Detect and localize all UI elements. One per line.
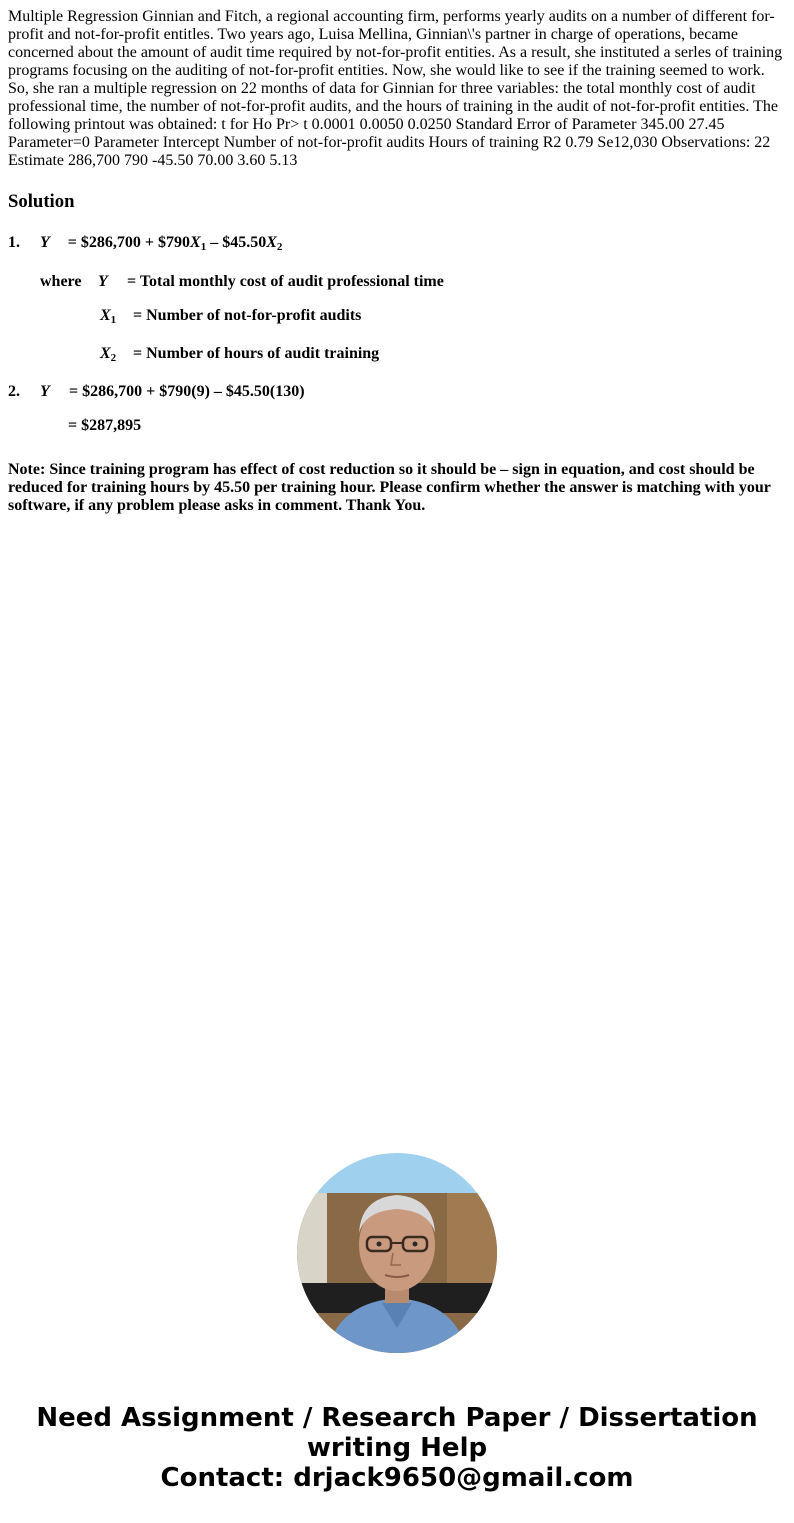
where-x2-var: X: [100, 345, 111, 362]
where-x1-sub: 1: [110, 314, 117, 326]
promo-line-2: writing Help: [306, 1433, 488, 1463]
step1-formula: [40, 234, 282, 252]
where-x1-var: X: [100, 307, 111, 324]
step2-result-value: = $287,895: [68, 417, 142, 434]
where-x1-definition: = Number of not-for-profit audits: [133, 307, 362, 324]
step1-x1-var: X: [190, 234, 201, 251]
author-portrait-icon: [297, 1153, 497, 1353]
step2-formula: = $286,700 + $790(9) – $45.50(130): [69, 383, 305, 400]
where-x2-definition: = Number of hours of audit training: [133, 345, 380, 362]
promo-contact: Contact: drjack9650@gmail.com: [160, 1463, 634, 1493]
where-y-var: Y: [98, 273, 108, 290]
question-text: Multiple Regression Ginnian and Fitch, a regional accounting firm, performs yearly audits on a number of different for-profit and not-for-profit entitles. Two years ago, Luisa Mellina, Ginnian\'s partner in charge of operations, became concerned about the amount of audit time required by not-for-profit entities. As a result, she instituted a serles of training programs focusing on the auditing of not-for-profit entities. Now, she would like to see if the training seemed to work. So, she ran a multiple regression on 22 months of data for Ginnian for three variables: the total monthly cost of audit professional time, the number of not-for-profit audits, and the hours of training in the audit of not-for-profit entities. The following printout was obtained: t for Ho Pr> t 0.0001 0.0050 0.0250 Standard Error of Parameter 345.00 27.45 Parameter=0 Parameter Intercept Number of not-for-profit audits Hours of training R2 0.79 Se12,030 Observations: 22 Estimate 286,700 790 -45.50 70.00 3.60 5.13: [8, 8, 783, 169]
step1-number: 1.: [8, 234, 20, 251]
step1-eq-b: – $45.50: [206, 234, 267, 251]
step1-eq-a: = $286,700 + $790: [67, 234, 191, 251]
where-x2-symbol: [100, 345, 116, 363]
step2-y-var: Y: [40, 383, 50, 400]
step1-y-var: Y: [40, 234, 50, 251]
solution-note: Note: Since training program has effect of cost reduction so it should be – sign in equation, and cost should be reduced for training hours by 45.50 per training hour. Please confirm whether the answer is matching with your software, if any problem please asks in comment. Thank You.: [8, 461, 771, 514]
solution-heading: Solution: [8, 191, 75, 212]
where-label: where: [40, 273, 82, 290]
author-avatar: [297, 1153, 497, 1353]
promo-banner: [0, 1403, 794, 1493]
step1-x2-var: X: [266, 234, 277, 251]
step2-number: 2.: [8, 383, 20, 400]
step1-x2-sub: 2: [276, 241, 283, 253]
where-y-definition: = Total monthly cost of audit professional time: [127, 273, 444, 290]
where-x2-sub: 2: [110, 352, 117, 364]
where-x1-symbol: [100, 307, 116, 325]
step1-x1-sub: 1: [200, 241, 207, 253]
page: [8, 8, 786, 514]
promo-line-1: Need Assignment / Research Paper / Dissertation: [36, 1403, 758, 1433]
